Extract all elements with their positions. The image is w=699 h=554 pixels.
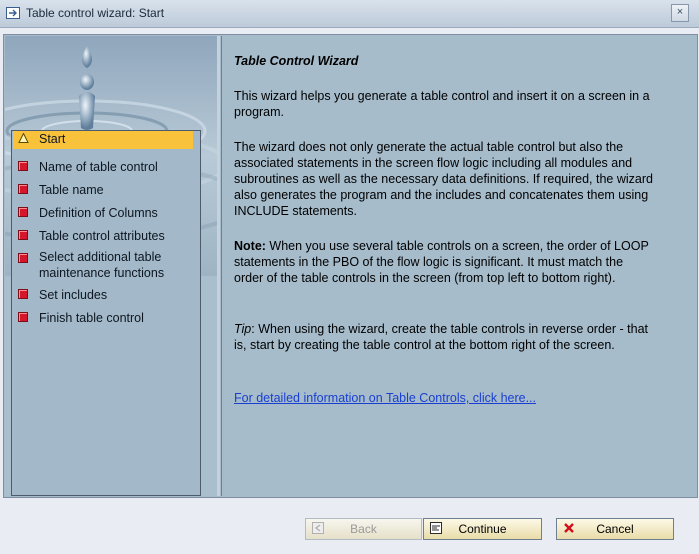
wizard-steps-panel bbox=[5, 36, 220, 496]
note-paragraph bbox=[234, 238, 654, 286]
step-start[interactable] bbox=[13, 131, 193, 149]
intro-text: This wizard helps you generate a table control and insert it on a screen in a program. bbox=[234, 89, 650, 119]
red-square-icon bbox=[18, 184, 28, 194]
back-button[interactable] bbox=[305, 518, 422, 540]
red-square-icon bbox=[18, 230, 28, 240]
window-title: Table control wizard: Start bbox=[26, 6, 165, 20]
red-square-icon bbox=[18, 312, 28, 322]
wizard-steps-list bbox=[11, 130, 201, 496]
step-label: Start bbox=[39, 132, 66, 146]
title-bar bbox=[0, 0, 699, 28]
step-label: Set includes bbox=[39, 288, 108, 302]
step-label: Name of table control bbox=[39, 160, 158, 174]
back-label: Back bbox=[350, 522, 377, 536]
step-label: Select additional table maintenance functions bbox=[39, 250, 165, 280]
close-icon: × bbox=[676, 6, 684, 18]
wizard-content-panel bbox=[221, 36, 697, 496]
tip-label: Tip bbox=[234, 322, 252, 336]
step-label: Definition of Columns bbox=[39, 206, 158, 220]
details-text: The wizard does not only generate the actual table control but also the associated statements in the screen flow logic including all modules and subroutines as well as the necessary data definitions. If required, the wizard also generates the program and the includes and concatenates them using INCLUDE statements. bbox=[234, 140, 653, 218]
red-square-icon bbox=[18, 207, 28, 217]
red-square-icon bbox=[18, 161, 28, 171]
table-controls-help-link[interactable]: For detailed information on Table Controls, click here... bbox=[234, 391, 537, 405]
red-square-icon bbox=[18, 253, 28, 263]
content-title: Table Control Wizard bbox=[234, 54, 359, 68]
note-text: When you use several table controls on a screen, the order of LOOP statements in the PBO of the flow logic is significant. It must match the order of the table controls in the screen (from top left to bottom right). bbox=[234, 239, 649, 285]
tip-text: : When using the wizard, create the table controls in reverse order - that is, start by creating the table control at the bottom right of the screen. bbox=[234, 322, 648, 352]
close-button[interactable] bbox=[671, 4, 689, 22]
wizard-window-icon bbox=[6, 7, 20, 19]
red-square-icon bbox=[18, 289, 28, 299]
step-label: Finish table control bbox=[39, 311, 144, 325]
continue-label: Continue bbox=[458, 522, 507, 536]
cancel-button[interactable] bbox=[556, 518, 674, 540]
tip-paragraph bbox=[234, 321, 654, 353]
step-label: Table name bbox=[39, 183, 104, 197]
warning-triangle-icon bbox=[18, 133, 29, 143]
wizard-frame bbox=[3, 34, 698, 498]
step-label: Table control attributes bbox=[39, 229, 165, 243]
cancel-label: Cancel bbox=[596, 522, 634, 536]
note-label: Note: bbox=[234, 239, 266, 253]
continue-button[interactable] bbox=[423, 518, 542, 540]
